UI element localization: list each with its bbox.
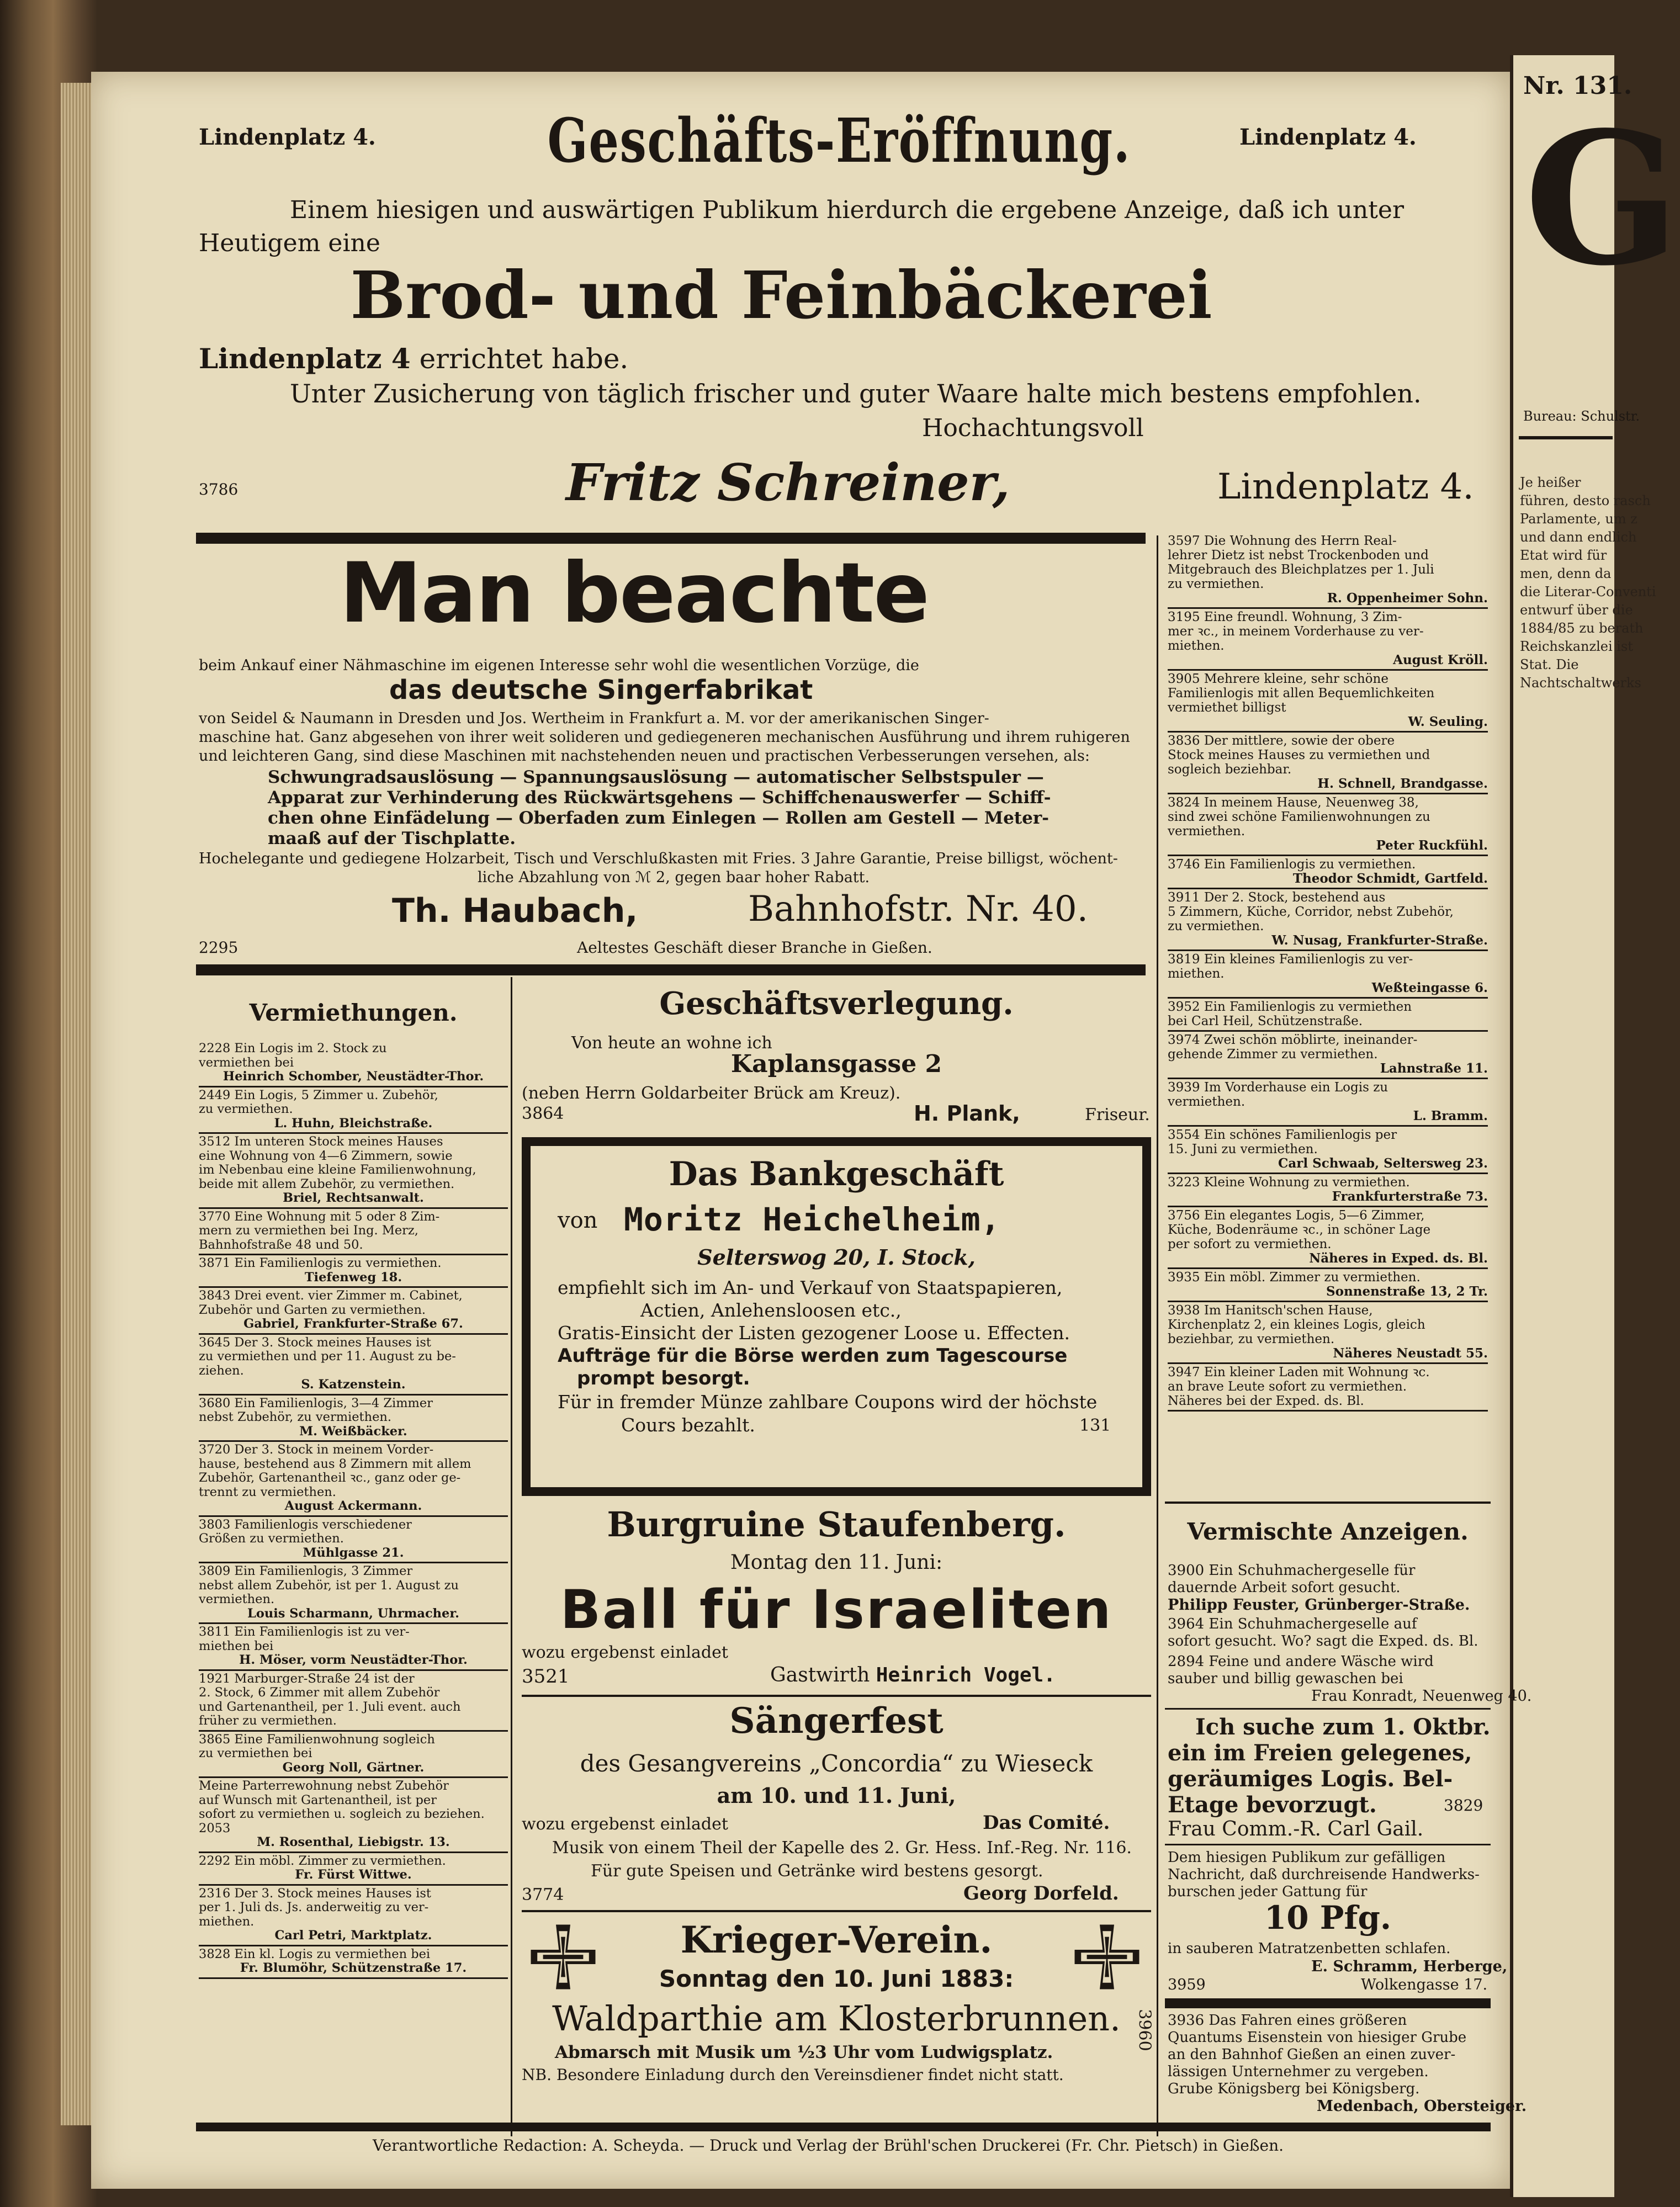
burg-signature-trade: Gastwirth: [770, 1664, 876, 1686]
verlegung-street: Kaplansgasse 2: [730, 1050, 942, 1078]
ad2-footer: Aeltestes Geschäft dieser Branche in Gießen.: [577, 938, 932, 957]
ad1-line3-address: Lindenplatz 4: [199, 342, 411, 375]
ad2-feature-2: Apparat zur Verhinderung des Rückwärtsgehens — Schiffchenauswerfer — Schiff-: [268, 788, 1051, 808]
facing-page: [1510, 55, 1680, 2197]
right-rental-item: [1168, 856, 1488, 889]
ad2-line6: liche Abzahlung von ℳ 2, gegen baar hoher Rabatt.: [478, 869, 870, 886]
right-rental-item: [1168, 671, 1488, 733]
ad2-name: Th. Haubach,: [392, 892, 638, 930]
right-rental-item-signature: R. Oppenheimer Sohn.: [1327, 591, 1488, 606]
ad1-address: Lindenplatz 4.: [1217, 466, 1474, 507]
left-rental-item: [199, 1041, 508, 1087]
right-rental-item: [1168, 733, 1488, 794]
misc-divider-2: [1165, 1844, 1491, 1845]
ad1-left-address: Lindenplatz 4.: [199, 124, 376, 150]
right-rental-item-text: 3905 Mehrere kleine, sehr schöne Familienlogis mit allen Bequemlichkeiten vermiethet billigst: [1168, 672, 1435, 715]
facing-page-text-line: Reichskanzlei ist: [1520, 639, 1633, 654]
saenger-line1: des Gesangvereins „Concordia“ zu Wieseck: [580, 1750, 1093, 1777]
ad2-line1: beim Ankauf einer Nähmaschine im eigenen Interesse sehr wohl die wesentlichen Vorzüge, die: [199, 657, 919, 674]
left-rental-item-text: 3828 Ein kl. Logis zu vermiethen bei: [199, 1946, 431, 1961]
right-rental-item-text: 3935 Ein möbl. Zimmer zu vermiethen.: [1168, 1270, 1421, 1285]
right-rental-item-signature: L. Bramm.: [1413, 1108, 1488, 1123]
right-rental-item: [1168, 1174, 1488, 1207]
left-column-heading: Vermiethungen.: [249, 999, 458, 1026]
right-rental-item-text: 3824 In meinem Hause, Neuenweg 38, sind zwei schöne Familienwohnungen zu vermiethen.: [1168, 795, 1430, 839]
verlegung-trade: Friseur.: [1085, 1105, 1150, 1124]
facing-page-text-line: und dann endlich: [1520, 529, 1637, 545]
ad1-headline: Geschäfts-Eröffnung.: [547, 105, 1131, 176]
left-rental-item-text: 1921 Marburger-Straße 24 ist der 2. Stock, 6 Zimmer mit allem Zubehör und Gartenantheil, per 1. Juli event. auch früher zu vermiethen.: [199, 1671, 461, 1728]
right-rental-item-signature: H. Schnell, Brandgasse.: [1317, 776, 1488, 791]
right-rental-item: [1168, 1079, 1488, 1127]
left-rental-item-signature: Mühlgasse 21.: [303, 1545, 404, 1560]
burg-signature-name: Heinrich Vogel.: [876, 1664, 1056, 1686]
right-rental-item-text: 3597 Die Wohnung des Herrn Real- lehrer Dietz ist nebst Trockenboden und Mitgebrauch des Bleichplatzes per 1. Juli zu vermiethen.: [1168, 534, 1434, 591]
ad2-number: 2295: [199, 938, 239, 957]
newspaper-page: [91, 72, 1532, 2189]
left-rental-item-signature: M. Weißbäcker.: [299, 1424, 407, 1439]
saenger-comite: Das Comité.: [983, 1812, 1110, 1834]
right-rental-item-signature: Näheres Neustadt 55.: [1333, 1346, 1488, 1361]
left-rental-item: [199, 1209, 508, 1256]
facing-bureau: Bureau: Schulstr.: [1523, 408, 1640, 424]
misc-item-6-signature: Medenbach, Obersteiger.: [1317, 2098, 1527, 2115]
ad1-name: Fritz Schreiner,: [566, 453, 1010, 512]
ad2-line5: Hochelegante und gediegene Holzarbeit, Tisch und Verschlußkasten mit Fries. 3 Jahre Garantie, Preise billigst, wöchent-: [199, 850, 1118, 867]
right-rental-item-signature: W. Seuling.: [1408, 714, 1488, 729]
misc-divider-1: [1165, 1708, 1491, 1710]
left-rental-item-signature: Heinrich Schomber, Neustädter-Thor.: [222, 1069, 484, 1084]
left-rental-item: [199, 1288, 508, 1335]
right-bottom-divider: [1165, 1502, 1491, 1504]
left-rental-item-text: 3843 Drei event. vier Zimmer m. Cabinet, Zubehör und Garten zu vermiethen.: [199, 1288, 463, 1317]
ad2-line2: von Seidel & Naumann in Dresden und Jos. Wertheim in Frankfurt a. M. vor der amerikanischen Singer-: [199, 710, 989, 727]
ad1-number: 3786: [199, 480, 239, 498]
saenger-number: 3774: [522, 1885, 564, 1904]
verlegung-title: Geschäftsverlegung.: [659, 985, 1014, 1022]
left-rental-item: [199, 1853, 508, 1886]
right-rental-item-text: 3952 Ein Familienlogis zu vermiethen bei Carl Heil, Schützenstraße.: [1168, 1000, 1412, 1028]
ad2-headline: Man beachte: [340, 545, 929, 641]
right-rental-item-text: 3195 Eine freundl. Wohnung, 3 Zim- mer ꝛc., in meinem Vorderhause zu ver- miethen.: [1168, 610, 1424, 653]
bank-line4: Aufträge für die Börse werden zum Tagescourse: [558, 1345, 1068, 1367]
right-rental-item-signature: Peter Ruckfühl.: [1376, 838, 1488, 853]
left-rental-item: [199, 1778, 508, 1853]
left-column-separator: [511, 977, 512, 2136]
misc-item-5-street: Wolkengasse 17.: [1361, 1976, 1488, 1993]
ad1-line3-rest: errichtet habe.: [410, 343, 629, 375]
right-rental-item-signature: Theodor Schmidt, Gartfeld.: [1292, 871, 1488, 886]
left-rental-item-signature: Briel, Rechtsanwalt.: [283, 1191, 424, 1205]
right-rental-item-text: 3939 Im Vorderhause ein Logis zu vermiethen.: [1168, 1080, 1388, 1109]
ad1-greeting: Hochachtungsvoll: [922, 414, 1144, 442]
ad1-line3: [199, 342, 628, 375]
misc-heading: Vermischte Anzeigen.: [1187, 1518, 1469, 1545]
right-rental-item-text: 3819 Ein kleines Familienlogis zu ver- miethen.: [1168, 952, 1413, 981]
bank-name: Moritz Heichelheim,: [624, 1201, 1001, 1238]
saenger-divider: [522, 1910, 1151, 1912]
right-rental-item-text: 3836 Der mittlere, sowie der obere Stock meines Hauses zu vermiethen und sogleich beziehbar.: [1168, 734, 1430, 777]
facing-page-text-line: 1884/85 zu berath: [1520, 620, 1644, 636]
verlegung-number: 3864: [522, 1104, 564, 1123]
bank-line5: prompt besorgt.: [577, 1367, 750, 1389]
ad1-line2: Heutigem eine: [199, 229, 380, 257]
saenger-signature: Georg Dorfeld.: [963, 1882, 1119, 1904]
facing-page-text-line: entwurf über die: [1520, 602, 1633, 618]
bottom-rule: [196, 2123, 1491, 2131]
krieger-line2: NB. Besondere Einladung durch den Vereinsdiener findet nicht statt.: [522, 2066, 1064, 2084]
left-rental-item: [199, 1335, 508, 1396]
left-rental-item-text: 3680 Ein Familienlogis, 3—4 Zimmer nebst Zubehör, zu vermiethen.: [199, 1396, 433, 1424]
krieger-title: Krieger-Verein.: [680, 1918, 993, 1961]
ad2-line4: und leichteren Gang, sind diese Maschinen mit nachstehenden neuen und practischen Verbesserungen versehen, als:: [199, 747, 1090, 765]
right-rental-item: [1168, 1302, 1488, 1364]
misc-item-4-line4: Etage bevorzugt.: [1168, 1792, 1377, 1818]
bank-address: Selterswog 20, I. Stock,: [697, 1245, 976, 1270]
facing-page-text-line: Etat wird für: [1520, 548, 1607, 563]
burg-ball: Ball für Israeliten: [560, 1579, 1113, 1641]
right-rental-item-signature: Näheres in Exped. ds. Bl.: [1309, 1251, 1488, 1266]
right-rental-item-text: 3974 Zwei schön möblirte, ineinander- gehende Zimmer zu vermiethen.: [1168, 1033, 1418, 1062]
right-rental-item: [1168, 609, 1488, 671]
left-rental-item: [199, 1946, 508, 1979]
left-rental-item-text: 2316 Der 3. Stock meines Hauses ist per 1. Juli ds. Js. anderweitig zu ver- miethen.: [199, 1886, 431, 1929]
misc-item-5-number: 3959: [1168, 1976, 1206, 1993]
left-rental-item-text: 3865 Eine Familienwohnung sogleich zu vermiethen bei: [199, 1732, 435, 1760]
misc-item-6-text: 3936 Das Fahren eines größeren Quantums Eisenstein von hiesiger Grube an den Bahnhof Gießen an einen zuver- lässigen Unternehmer zu vergeben. Grube Königsberg bei Königsberg.: [1168, 2012, 1467, 2097]
krieger-date: Sonntag den 10. Juni 1883:: [659, 1965, 1014, 1992]
left-rental-item: [199, 1671, 508, 1732]
ad2-line3: maschine hat. Ganz abgesehen von ihrer weit solideren und gediegeneren mechanischen Ausführung und ihrem ruhigeren: [199, 729, 1130, 746]
right-rental-item: [1168, 1032, 1488, 1079]
left-rental-item: [199, 1732, 508, 1779]
right-rental-item: [1168, 1207, 1488, 1269]
right-rental-item-text: 3554 Ein schönes Familienlogis per 15. Juni zu vermiethen.: [1168, 1128, 1397, 1156]
misc-divider-3: [1165, 1998, 1491, 2008]
right-rental-item-text: 3947 Ein kleiner Laden mit Wohnung ꝛc. an brave Leute sofort zu vermiethen. Näheres bei der Exped. ds. Bl.: [1168, 1365, 1430, 1408]
left-rental-item-signature: Georg Noll, Gärtner.: [282, 1760, 425, 1775]
right-rental-item-signature: August Kröll.: [1393, 652, 1488, 667]
facing-page-text-line: die Literar-Conventi: [1520, 584, 1656, 600]
left-rental-item: [199, 1517, 508, 1564]
left-rental-item-signature: Carl Petri, Marktplatz.: [274, 1928, 432, 1943]
bank-number: 131: [1079, 1416, 1111, 1435]
left-rental-item-text: 3803 Familienlogis verschiedener Größen zu vermiethen.: [199, 1517, 412, 1546]
misc-item-5-text: Dem hiesigen Publikum zur gefälligen Nachricht, daß durchreisende Handwerks- burschen jeder Gattung für: [1168, 1849, 1480, 1900]
facing-page-text-line: Nachtschaltwerks: [1520, 675, 1641, 691]
left-rental-item-text: 3770 Eine Wohnung mit 5 oder 8 Zim- mern zu vermiethen bei Ing. Merz, Bahnhofstraße 48 und 50.: [199, 1209, 440, 1252]
left-rental-item-text: 3811 Ein Familienlogis ist zu ver- miethen bei: [199, 1625, 410, 1653]
misc-item-4-signature: Frau Comm.-R. Carl Gail.: [1168, 1818, 1424, 1840]
right-rental-item-signature: Lahnstraße 11.: [1380, 1061, 1488, 1076]
left-rental-item-signature: Gabriel, Frankfurter-Straße 67.: [243, 1317, 463, 1331]
left-rental-item-text: 2292 Ein möbl. Zimmer zu vermiethen.: [199, 1853, 446, 1868]
ad1-title: Brod- und Feinbäckerei: [350, 257, 1212, 333]
left-rental-item: [199, 1624, 508, 1671]
left-rental-item: [199, 1134, 508, 1209]
imprint-footer: Verantwortliche Redaction: A. Scheyda. — Druck und Verlag der Brühl'schen Druckerei (Fr. Chr. Pietsch) in Gießen.: [373, 2136, 1284, 2155]
ad2-subtitle: das deutsche Singerfabrikat: [389, 675, 813, 705]
left-rental-item-signature: August Ackermann.: [284, 1499, 422, 1513]
burg-line1: wozu ergebenst einladet: [522, 1643, 728, 1662]
burg-signature: [770, 1664, 1056, 1686]
krieger-event: Waldparthie am Klosterbrunnen.: [552, 1998, 1121, 2039]
right-rental-item: [1168, 951, 1488, 999]
right-column-rentals: [1168, 533, 1488, 1412]
page-edges: [61, 83, 91, 2125]
ad1-divider: [196, 533, 1146, 544]
facing-rule: [1519, 436, 1613, 439]
left-rental-item-text: Meine Parterrewohnung nebst Zubehör auf Wunsch mit Gartenantheil, ist per sofort zu vermiethen u. sogleich zu beziehen. 2053: [199, 1779, 485, 1835]
verlegung-line1: Von heute an wohne ich: [571, 1033, 772, 1053]
left-rental-item: [199, 1886, 508, 1946]
verlegung-signature: H. Plank,: [914, 1101, 1020, 1126]
misc-item-2-text: 3964 Ein Schuhmachergeselle auf sofort gesucht. Wo? sagt die Exped. ds. Bl.: [1168, 1616, 1478, 1649]
right-rental-item-signature: Carl Schwaab, Seltersweg 23.: [1278, 1156, 1488, 1171]
misc-item-5-line2: in sauberen Matratzenbetten schlafen.: [1168, 1940, 1451, 1957]
right-rental-item-text: 3911 Der 2. Stock, bestehend aus 5 Zimmern, Küche, Corridor, nebst Zubehör, zu vermiethen.: [1168, 890, 1454, 933]
left-column-rentals: [199, 1041, 508, 1979]
bank-line3: Gratis-Einsicht der Listen gezogener Loose u. Effecten.: [558, 1322, 1070, 1344]
left-rental-item-signature: L. Huhn, Bleichstraße.: [274, 1116, 433, 1131]
ad2-feature-4: maaß auf der Tischplatte.: [268, 829, 516, 848]
right-rental-item-text: 3746 Ein Familienlogis zu vermiethen.: [1168, 857, 1416, 872]
right-rental-item-text: 3938 Im Hanitsch'schen Hause, Kirchenplatz 2, ein kleines Logis, gleich beziehbar, zu vermiethen.: [1168, 1303, 1425, 1346]
iron-cross-icon-right: [1071, 1921, 1143, 1993]
saenger-title: Sängerfest: [729, 1700, 944, 1742]
left-rental-item-signature: Fr. Fürst Wittwe.: [295, 1868, 412, 1882]
ad2-address: Bahnhofstr. Nr. 40.: [748, 889, 1088, 930]
left-rental-item-text: 2228 Ein Logis im 2. Stock zu vermiethen bei: [199, 1041, 387, 1070]
krieger-side-number: 3960: [1135, 2009, 1154, 2051]
krieger-line1: Abmarsch mit Musik um ½3 Uhr vom Ludwigsplatz.: [555, 2042, 1053, 2062]
left-rental-item: [199, 1563, 508, 1624]
left-rental-item-signature: Tiefenweg 18.: [304, 1270, 402, 1285]
saenger-line5: Für gute Speisen und Getränke wird bestens gesorgt.: [591, 1861, 1043, 1881]
misc-item-3-text: 2894 Feine und andere Wäsche wird sauber und billig gewaschen bei: [1168, 1653, 1434, 1687]
right-rental-item-signature: Frankfurterstraße 73.: [1332, 1189, 1488, 1204]
facing-page-number: Nr. 131.: [1523, 72, 1633, 100]
burg-divider: [522, 1695, 1151, 1697]
bank-line6: Für in fremder Münze zahlbare Coupons wird der höchste: [558, 1391, 1098, 1413]
ad1-right-address: Lindenplatz 4.: [1239, 124, 1417, 150]
misc-item-4-line3: geräumiges Logis. Bel-: [1168, 1766, 1453, 1792]
burg-title: Burgruine Staufenberg.: [607, 1504, 1066, 1545]
right-rental-item: [1168, 533, 1488, 609]
bank-line7: Cours bezahlt.: [621, 1414, 755, 1436]
right-rental-item-text: 3756 Ein elegantes Logis, 5—6 Zimmer, Küche, Bodenräume ꝛc., in schöner Lage per sofort zu vermiethen.: [1168, 1208, 1431, 1251]
left-rental-item-signature: H. Möser, vorm Neustädter-Thor.: [239, 1653, 468, 1667]
left-rental-item-text: 3512 Im unteren Stock meines Hauses eine Wohnung von 4—6 Zimmern, sowie im Nebenbau eine kleine Familienwohnung, beide mit allem Zubehör, zu vermiethen.: [199, 1134, 476, 1191]
bank-line2: Actien, Anlehensloosen etc.,: [640, 1299, 902, 1321]
misc-item-3-signature: Frau Konradt, Neuenweg 40.: [1311, 1688, 1532, 1705]
iron-cross-icon-left: [527, 1921, 599, 1993]
left-rental-item-signature: Fr. Blumöhr, Schützenstraße 17.: [240, 1961, 467, 1975]
left-rental-item: [199, 1255, 508, 1288]
left-rental-item-signature: Louis Scharmann, Uhrmacher.: [247, 1606, 459, 1621]
ad1-line1: Einem hiesigen und auswärtigen Publikum hierdurch die ergebene Anzeige, daß ich unter: [290, 196, 1404, 224]
saenger-line2: am 10. und 11. Juni,: [717, 1783, 956, 1808]
left-rental-item: [199, 1396, 508, 1442]
right-rental-item-signature: Weßteingasse 6.: [1371, 980, 1488, 995]
right-rental-item-signature: Sonnenstraße 13, 2 Tr.: [1326, 1284, 1488, 1299]
misc-item-4-line1: Ich suche zum 1. Oktbr.: [1195, 1714, 1491, 1740]
misc-item-5-price: 10 Pfg.: [1264, 1899, 1392, 1937]
ad2-divider: [196, 964, 1146, 975]
burg-number: 3521: [522, 1665, 570, 1688]
ad2-feature-1: Schwungradsauslösung — Spannungsauslösung — automatischer Selbstspuler —: [268, 767, 1044, 787]
right-rental-item: [1168, 1269, 1488, 1302]
facing-page-text-line: Je heißer: [1520, 475, 1581, 490]
right-column-separator: [1157, 535, 1158, 2136]
bank-line1: empfiehlt sich im An- und Verkauf von Staatspapieren,: [558, 1277, 1063, 1298]
saenger-line4: Musik von einem Theil der Kapelle des 2. Gr. Hess. Inf.-Reg. Nr. 116.: [552, 1838, 1132, 1858]
left-rental-item-signature: S. Katzenstein.: [301, 1377, 406, 1392]
right-rental-item-text: 3223 Kleine Wohnung zu vermiethen.: [1168, 1175, 1410, 1190]
left-rental-item: [199, 1087, 508, 1134]
misc-item-1-text: 3900 Ein Schuhmachergeselle für dauernde Arbeit sofort gesucht.: [1168, 1562, 1416, 1596]
right-rental-item: [1168, 794, 1488, 856]
right-rental-item: [1168, 889, 1488, 951]
facing-page-text-line: men, denn da: [1520, 566, 1612, 581]
verlegung-line2: (neben Herrn Goldarbeiter Brück am Kreuz).: [522, 1084, 901, 1103]
right-rental-item-signature: W. Nusag, Frankfurter-Straße.: [1271, 933, 1488, 948]
facing-page-text-line: Stat. Die: [1520, 657, 1579, 672]
misc-item-1-signature: Philipp Feuster, Grünberger-Straße.: [1168, 1596, 1470, 1614]
burg-date: Montag den 11. Juni:: [730, 1551, 943, 1574]
right-rental-item: [1168, 1364, 1488, 1412]
ad2-feature-3: chen ohne Einfädelung — Oberfaden zum Einlegen — Rollen am Gestell — Meter-: [268, 808, 1050, 828]
bank-von: von: [558, 1208, 598, 1233]
facing-page-text-line: Parlamente, um z: [1520, 511, 1637, 527]
left-rental-item-text: 3871 Ein Familienlogis zu vermiethen.: [199, 1256, 442, 1270]
misc-item-5-signature: E. Schramm, Herberge,: [1311, 1958, 1508, 1975]
bank-title: Das Bankgeschäft: [669, 1155, 1004, 1193]
right-rental-item: [1168, 1127, 1488, 1174]
misc-item-4-line2: ein im Freien gelegenes,: [1168, 1740, 1472, 1766]
left-rental-item-text: 2449 Ein Logis, 5 Zimmer u. Zubehör, zu vermiethen.: [199, 1087, 438, 1116]
left-rental-item-text: 3809 Ein Familienlogis, 3 Zimmer nebst allem Zubehör, ist per 1. August zu vermiethen.: [199, 1564, 459, 1606]
ad1-line4: Unter Zusicherung von täglich frischer und guter Waare halte mich bestens empfohlen.: [290, 379, 1422, 408]
facing-page-text-line: führen, desto rasch: [1520, 493, 1651, 508]
left-rental-item-text: 3645 Der 3. Stock meines Hauses ist zu vermiethen und per 11. August zu be- ziehen.: [199, 1335, 456, 1378]
left-rental-item: [199, 1442, 508, 1517]
right-rental-item: [1168, 999, 1488, 1032]
saenger-line3: wozu ergebenst einladet: [522, 1815, 728, 1834]
left-rental-item-text: 3720 Der 3. Stock in meinem Vorder- hause, bestehend aus 8 Zimmern mit allem Zubehör, Gartenantheil ꝛc., ganz oder ge- trennt zu vermiethen.: [199, 1442, 471, 1499]
facing-masthead-letter: G: [1524, 92, 1680, 306]
left-rental-item-signature: M. Rosenthal, Liebigstr. 13.: [257, 1835, 450, 1849]
misc-item-4-number: 3829: [1444, 1796, 1483, 1815]
